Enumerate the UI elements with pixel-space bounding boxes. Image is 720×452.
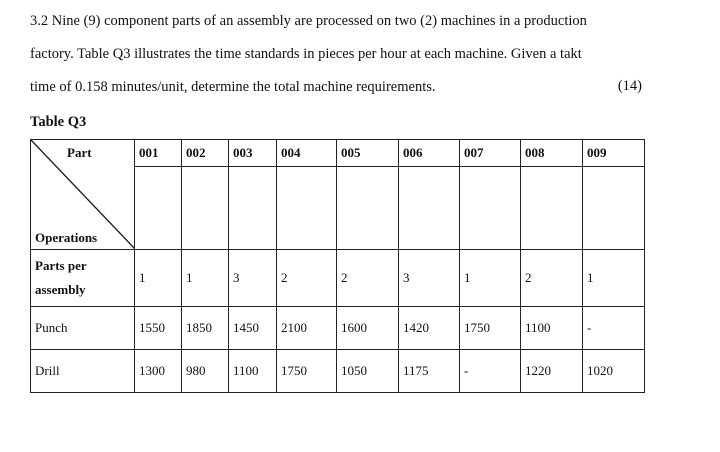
- table-cell: 1750: [277, 350, 337, 393]
- empty-cell: [135, 167, 182, 250]
- part-header: 005: [337, 140, 399, 167]
- parts-per-label-line-1: Parts per: [35, 258, 87, 273]
- time-standards-table: [30, 139, 645, 393]
- part-header: 003: [229, 140, 277, 167]
- part-header: 002: [182, 140, 229, 167]
- table-cell: 2: [277, 250, 337, 307]
- part-header: 007: [460, 140, 521, 167]
- table-cell: 1175: [399, 350, 460, 393]
- table-cell: 2: [337, 250, 399, 307]
- question-line-1: 3.2 Nine (9) component parts of an assembly are processed on two (2) machines in a production: [30, 13, 587, 29]
- empty-cell: [399, 167, 460, 250]
- corner-cell: [31, 140, 135, 250]
- table-cell: 1750: [460, 307, 521, 350]
- punch-row: [31, 307, 645, 350]
- table-cell: 1100: [229, 350, 277, 393]
- empty-cell: [229, 167, 277, 250]
- table-cell: 2: [521, 250, 583, 307]
- part-header: 008: [521, 140, 583, 167]
- corner-operations-label: Operations: [35, 230, 98, 245]
- part-header: 004: [277, 140, 337, 167]
- table-cell: 2100: [277, 307, 337, 350]
- empty-cell: [460, 167, 521, 250]
- table-cell: -: [460, 350, 521, 393]
- table-cell: 3: [399, 250, 460, 307]
- table-cell: 1050: [337, 350, 399, 393]
- table-cell: 1020: [583, 350, 645, 393]
- table-cell: 1850: [182, 307, 229, 350]
- table-cell: 1300: [135, 350, 182, 393]
- parts-per-assembly-label: [31, 250, 135, 307]
- empty-cell: [583, 167, 645, 250]
- table-cell: 1: [460, 250, 521, 307]
- corner-part-label: Part: [67, 145, 92, 160]
- table-cell: 1550: [135, 307, 182, 350]
- parts-per-assembly-row: [31, 250, 645, 307]
- part-header: 006: [399, 140, 460, 167]
- table-cell: -: [583, 307, 645, 350]
- table-cell: 3: [229, 250, 277, 307]
- empty-cell: [277, 167, 337, 250]
- table-cell: 1450: [229, 307, 277, 350]
- part-header: 001: [135, 140, 182, 167]
- punch-label: Punch: [31, 307, 135, 350]
- table-cell: 980: [182, 350, 229, 393]
- empty-cell: [337, 167, 399, 250]
- part-header: 009: [583, 140, 645, 167]
- table-cell: 1220: [521, 350, 583, 393]
- table-cell: 1420: [399, 307, 460, 350]
- header-row: [31, 140, 645, 167]
- table-cell: 1: [135, 250, 182, 307]
- empty-cell: [521, 167, 583, 250]
- table-title: Table Q3: [30, 114, 87, 130]
- table-cell: 1600: [337, 307, 399, 350]
- table-cell: 1: [583, 250, 645, 307]
- table-cell: 1: [182, 250, 229, 307]
- drill-row: [31, 350, 645, 393]
- empty-cell: [182, 167, 229, 250]
- question-line-2: factory. Table Q3 illustrates the time standards in pieces per hour at each machine. Given a takt: [30, 46, 582, 62]
- drill-label: Drill: [31, 350, 135, 393]
- question-line-3: time of 0.158 minutes/unit, determine the total machine requirements.: [30, 79, 436, 95]
- table-cell: 1100: [521, 307, 583, 350]
- marks-label: (14): [617, 78, 642, 94]
- parts-per-label-line-2: assembly: [35, 282, 86, 297]
